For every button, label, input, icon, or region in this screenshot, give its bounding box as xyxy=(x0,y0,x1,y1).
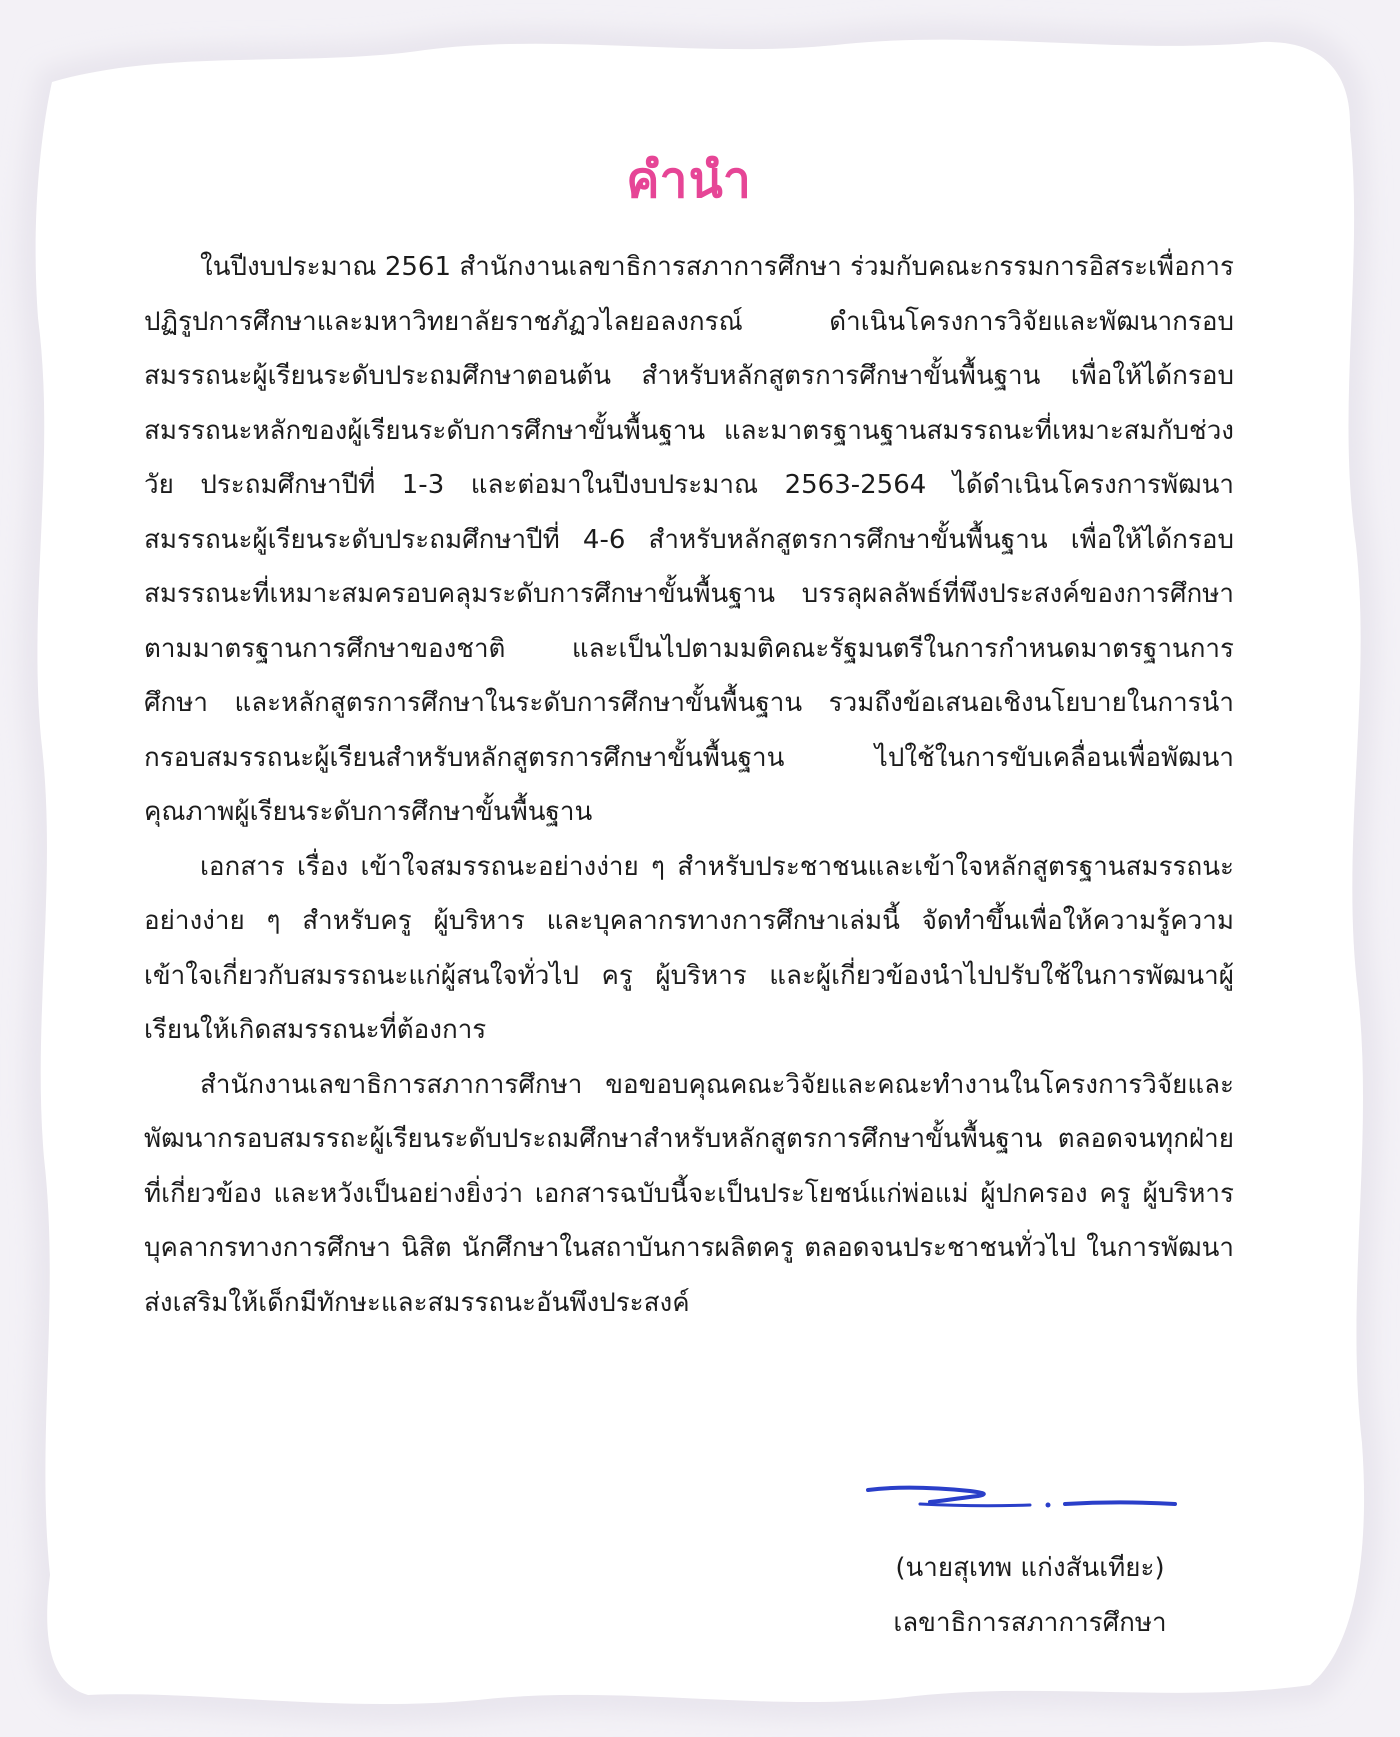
paragraph-3: สำนักงานเลขาธิการสภาการศึกษา ขอขอบคุณคณะวิจัยและคณะทำงานในโครงการวิจัยและพัฒนากรอบสมรรถะผู้เรียนระดับประถมศึกษาสำหรับหลักสูตรการศึกษาขั้นพื้นฐาน ตลอดจนทุกฝ่ายที่เกี่ยวข้อง และหวังเป็นอย่างยิ่งว่า เอกสารฉบับนี้จะเป็นประโยชน์แก่พ่อแม่ ผู้ปกครอง ครู ผู้บริหาร บุคลากรทางการศึกษา นิสิต นักศึกษาในสถาบันการผลิตครู ตลอดจนประชาชนทั่วไป ในการพัฒนาส่งเสริมให้เด็กมีทักษะและสมรรถนะอันพึงประสงค์ xyxy=(144,1069,1234,1318)
signature-block xyxy=(800,1468,1240,1718)
paragraph-1: ในปีงบประมาณ 2561 สำนักงานเลขาธิการสภาการศึกษา ร่วมกับคณะกรรมการอิสระเพื่อการปฏิรูปการศึกษาและมหาวิทยาลัยราชภัฏวไลยอลงกรณ์ ดำเนินโครงการวิจัยและพัฒนากรอบสมรรถนะผู้เรียนระดับประถมศึกษาตอนต้น สำหรับหลักสูตรการศึกษาขั้นพื้นฐาน เพื่อให้ได้กรอบสมรรถนะหลักของผู้เรียนระดับการศึกษาขั้นพื้นฐาน และมาตรฐานฐานสมรรถนะที่เหมาะสมกับช่วงวัย ประถมศึกษาปีที่ 1-3 และต่อมาในปีงบประมาณ 2563-2564 ได้ดำเนินโครงการพัฒนาสมรรถนะผู้เรียนระดับประถมศึกษาปีที่ 4-6 สำหรับหลักสูตรการศึกษาขั้นพื้นฐาน เพื่อให้ได้กรอบสมรรถนะที่เหมาะสมครอบคลุมระดับการศึกษาขั้นพื้นฐาน บรรลุผลลัพธ์ที่พึงประสงค์ของการศึกษาตามมาตรฐานการศึกษาของชาติ และเป็นไปตามมติคณะรัฐมนตรีในการกำหนดมาตรฐานการศึกษา และหลักสูตรการศึกษาในระดับการศึกษาขั้นพื้นฐาน รวมถึงข้อเสนอเชิงนโยบายในการนำกรอบสมรรถนะผู้เรียนสำหรับหลักสูตรการศึกษาขั้นพื้นฐาน ไปใช้ในการขับเคลื่อนเพื่อพัฒนาคุณภาพผู้เรียนระดับการศึกษาขั้นพื้นฐาน xyxy=(144,252,1234,827)
preface-content xyxy=(144,150,1234,1330)
handwritten-signature xyxy=(860,1468,1180,1528)
page-title: คำนำ xyxy=(626,151,752,209)
signer-name: (นายสุเทพ แก่งสันเทียะ) xyxy=(895,1553,1165,1583)
signer-position: เลขาธิการสภาการศึกษา xyxy=(893,1608,1167,1638)
paragraph-2: เอกสาร เรื่อง เข้าใจสมรรถนะอย่างง่าย ๆ สำหรับประชาชนและเข้าใจหลักสูตรฐานสมรรถนะอย่างง่าย ๆ สำหรับครู ผู้บริหาร และบุคลากรทางการศึกษาเล่มนี้ จัดทำขึ้นเพื่อให้ความรู้ความเข้าใจเกี่ยวกับสมรรถนะแก่ผู้สนใจทั่วไป ครู ผู้บริหาร และผู้เกี่ยวข้องนำไปปรับใช้ในการพัฒนาผู้เรียนให้เกิดสมรรถนะที่ต้องการ xyxy=(144,851,1234,1045)
